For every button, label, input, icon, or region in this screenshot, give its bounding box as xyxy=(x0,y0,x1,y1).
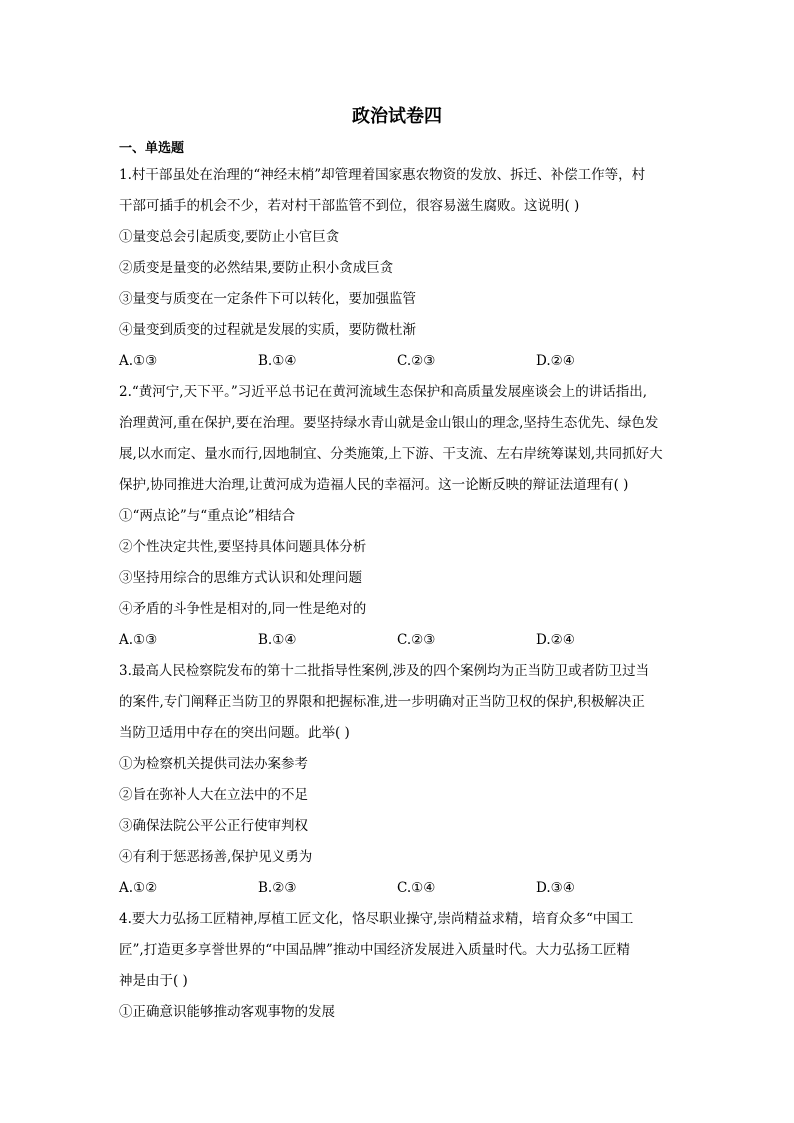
question-1 xyxy=(119,160,675,377)
question-2 xyxy=(119,377,675,656)
answer-option[interactable]: D.②④ xyxy=(536,353,575,369)
answer-option[interactable]: C.②③ xyxy=(397,353,436,369)
answer-option[interactable]: B.①④ xyxy=(258,353,297,369)
question-stem-line: 治理黄河,重在保护,要在治理。要坚持绿水青山就是金山银山的理念,坚持生态优先、绿色发 xyxy=(119,415,659,431)
answer-option[interactable]: A.①② xyxy=(119,880,158,896)
answer-option[interactable]: C.①④ xyxy=(397,880,436,896)
question-stem-line: 当防卫适用中存在的突出问题。此举( ) xyxy=(119,725,350,741)
statement-item: ③确保法院公平公正行使审判权 xyxy=(119,818,308,834)
answer-option[interactable]: D.③④ xyxy=(536,880,575,896)
statement-item: ④量变到质变的过程就是发展的实质，要防微杜渐 xyxy=(119,322,416,338)
question-stem-line: 干部可插手的机会不少，若对村干部监管不到位，很容易滋生腐败。这说明( ) xyxy=(119,198,580,214)
answer-option[interactable]: C.②③ xyxy=(397,632,436,648)
question-stem-line: 的案件,专门阐释正当防卫的界限和把握标准,进一步明确对正当防卫权的保护,积极解决正 xyxy=(119,694,645,710)
question-stem-line: 匠”,打造更多享誉世界的“中国品牌”推动中国经济发展进入质量时代。大力弘扬工匠精 xyxy=(119,942,630,958)
statement-item: ④矛盾的斗争性是相对的,同一性是绝对的 xyxy=(119,601,367,617)
question-stem-line: 神是由于( ) xyxy=(119,973,188,989)
answer-options xyxy=(119,625,675,656)
statement-item: ①为检察机关提供司法办案参考 xyxy=(119,756,308,772)
statement-item: ①正确意识能够推动客观事物的发展 xyxy=(119,1004,335,1020)
question-4 xyxy=(119,904,675,1028)
question-stem-line: 1.村干部虽处在治理的“神经末梢”却管理着国家惠农物资的发放、拆迁、补偿工作等，村 xyxy=(119,167,646,183)
answer-option[interactable]: A.①③ xyxy=(119,632,158,648)
answer-option[interactable]: B.②③ xyxy=(258,880,297,896)
section-heading: 一、单选题 xyxy=(119,141,185,156)
statement-item: ②个性决定共性,要坚持具体问题具体分析 xyxy=(119,539,367,555)
statement-item: ①“两点论”与“重点论”相结合 xyxy=(119,508,296,524)
question-list xyxy=(119,160,675,1028)
answer-option[interactable]: B.①④ xyxy=(258,632,297,648)
question-stem-line: 保护,协同推进大治理,让黄河成为造福人民的幸福河。这一论断反映的辩证法道理有( ) xyxy=(119,477,629,493)
answer-option[interactable]: A.①③ xyxy=(119,353,158,369)
question-3 xyxy=(119,656,675,904)
statement-item: ②旨在弥补人大在立法中的不足 xyxy=(119,787,308,803)
statement-item: ④有利于惩恶扬善,保护见义勇为 xyxy=(119,849,313,865)
statement-item: ②质变是量变的必然结果,要防止积小贪成巨贪 xyxy=(119,260,394,276)
answer-option[interactable]: D.②④ xyxy=(536,632,575,648)
statement-item: ③量变与质变在一定条件下可以转化，要加强监管 xyxy=(119,291,416,307)
statement-item: ①量变总会引起质变,要防止小官巨贪 xyxy=(119,229,340,245)
statement-item: ③坚持用综合的思维方式认识和处理问题 xyxy=(119,570,362,586)
answer-options xyxy=(119,873,675,904)
question-stem-line: 2.“黄河宁,天下平。”习近平总书记在黄河流域生态保护和高质量发展座谈会上的讲话指出, xyxy=(119,384,648,400)
exam-title: 政治试卷四 xyxy=(352,106,442,127)
question-stem-line: 3.最高人民检察院发布的第十二批指导性案例,涉及的四个案例均为正当防卫或者防卫过当 xyxy=(119,663,650,679)
question-stem-line: 4.要大力弘扬工匠精神,厚植工匠文化，恪尽职业操守,崇尚精益求精，培育众多“中国工 xyxy=(119,911,634,927)
question-stem-line: 展,以水而定、量水而行,因地制宜、分类施策,上下游、干支流、左右岸统筹谋划,共同抓好大 xyxy=(119,446,663,462)
answer-options xyxy=(119,346,675,377)
